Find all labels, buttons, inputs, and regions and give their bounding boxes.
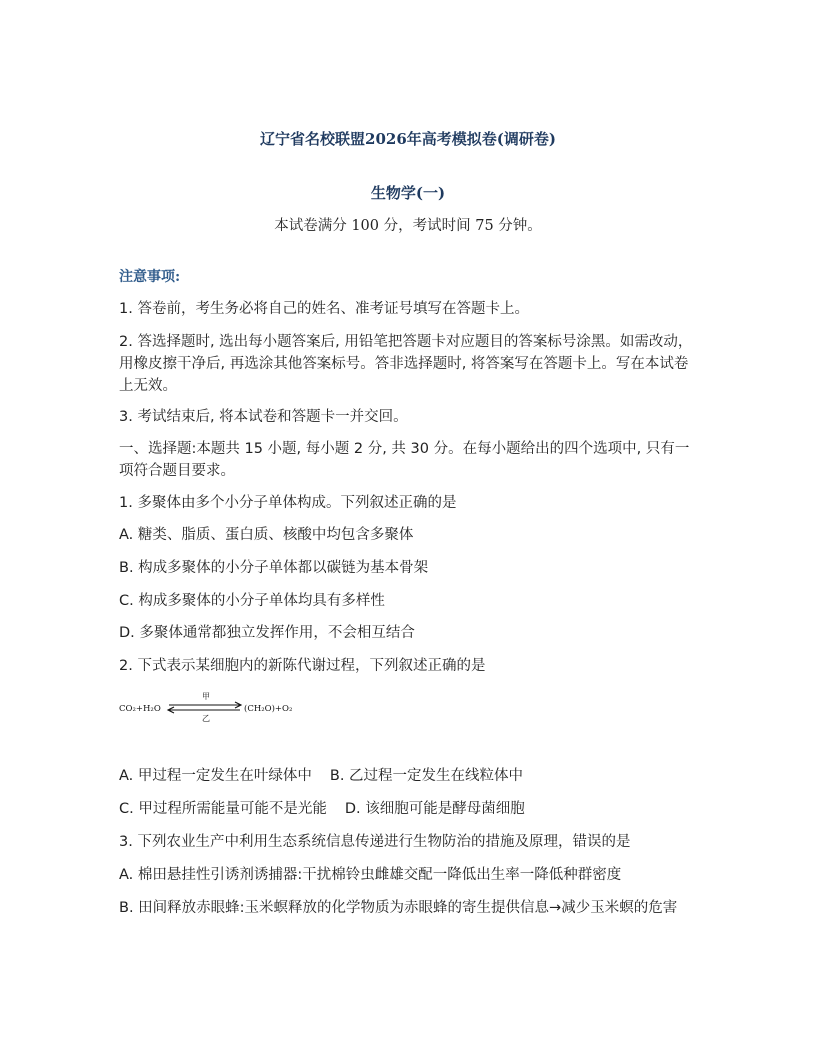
question-2-option-b: B. 乙过程一定发生在线粒体中: [329, 768, 524, 784]
document-title: 辽宁省名校联盟2026年高考模拟卷(调研卷): [260, 130, 556, 148]
equation-right: (CH₂O)+O₂: [244, 704, 293, 714]
section-heading: 一、选择题:本题共 15 小题, 每小题 2 分, 共 30 分。在每小题给出的四个选项中, 只有一项符合题目要求。: [119, 441, 690, 479]
equation-top-label: 甲: [202, 692, 210, 701]
question-2-option-a: A. 甲过程一定发生在叶绿体中: [119, 768, 312, 784]
equation-left: CO₂+H₂O: [119, 704, 161, 714]
question-3-option-a: A. 棉田悬挂性引诱剂诱捕器:干扰棉铃虫雌雄交配一降低出生率一降低种群密度: [119, 867, 622, 883]
subject-title: 生物学(一): [370, 184, 446, 202]
question-2-options-row-2: [119, 798, 699, 820]
question-3-stem: 3. 下列农业生产中利用生态系统信息传递进行生物防治的措施及原理，错误的是: [119, 834, 631, 850]
exam-intro: 本试卷满分 100 分，考试时间 75 分钟。: [274, 218, 542, 234]
notice-heading: 注意事项:: [119, 269, 181, 285]
notice-item-3: 3. 考试结束后, 将本试卷和答题卡一并交回。: [119, 409, 408, 425]
reaction-equation-graphic: [119, 690, 319, 726]
question-1-option-c: C. 构成多聚体的小分子单体均具有多样性: [119, 593, 385, 609]
question-2-options-row-1: [119, 765, 699, 787]
question-1-option-b: B. 构成多聚体的小分子单体都以碳链为基本骨架: [119, 560, 429, 576]
question-2-stem: 2. 下式表示某细胞内的新陈代谢过程，下列叙述正确的是: [119, 658, 486, 674]
question-2-option-d: D. 该细胞可能是酵母菌细胞: [344, 801, 525, 817]
question-1-stem: 1. 多聚体由多个小分子单体构成。下列叙述正确的是: [119, 495, 457, 511]
question-3-option-b: B. 田间释放赤眼蜂:玉米螟释放的化学物质为赤眼蜂的寄生提供信息→减少玉米螟的危害: [119, 900, 678, 916]
notice-item-1: 1. 答卷前，考生务必将自己的姓名、准考证号填写在答题卡上。: [119, 301, 529, 317]
reaction-equation: [119, 690, 319, 726]
question-1-option-d: D. 多聚体通常都独立发挥作用，不会相互结合: [119, 625, 415, 641]
question-2-option-c: C. 甲过程所需能量可能不是光能: [119, 801, 327, 817]
notice-item-2: 2. 答选择题时, 选出每小题答案后, 用铅笔把答题卡对应题目的答案标号涂黑。如需改动，用橡皮擦干净后, 再选涂其他答案标号。答非选择题时, 将答案写在答题卡上。写在本试卷上无效。: [119, 334, 693, 394]
question-1-option-a: A. 糖类、脂质、蛋白质、核酸中均包含多聚体: [119, 527, 414, 543]
equation-bottom-label: 乙: [202, 714, 210, 723]
